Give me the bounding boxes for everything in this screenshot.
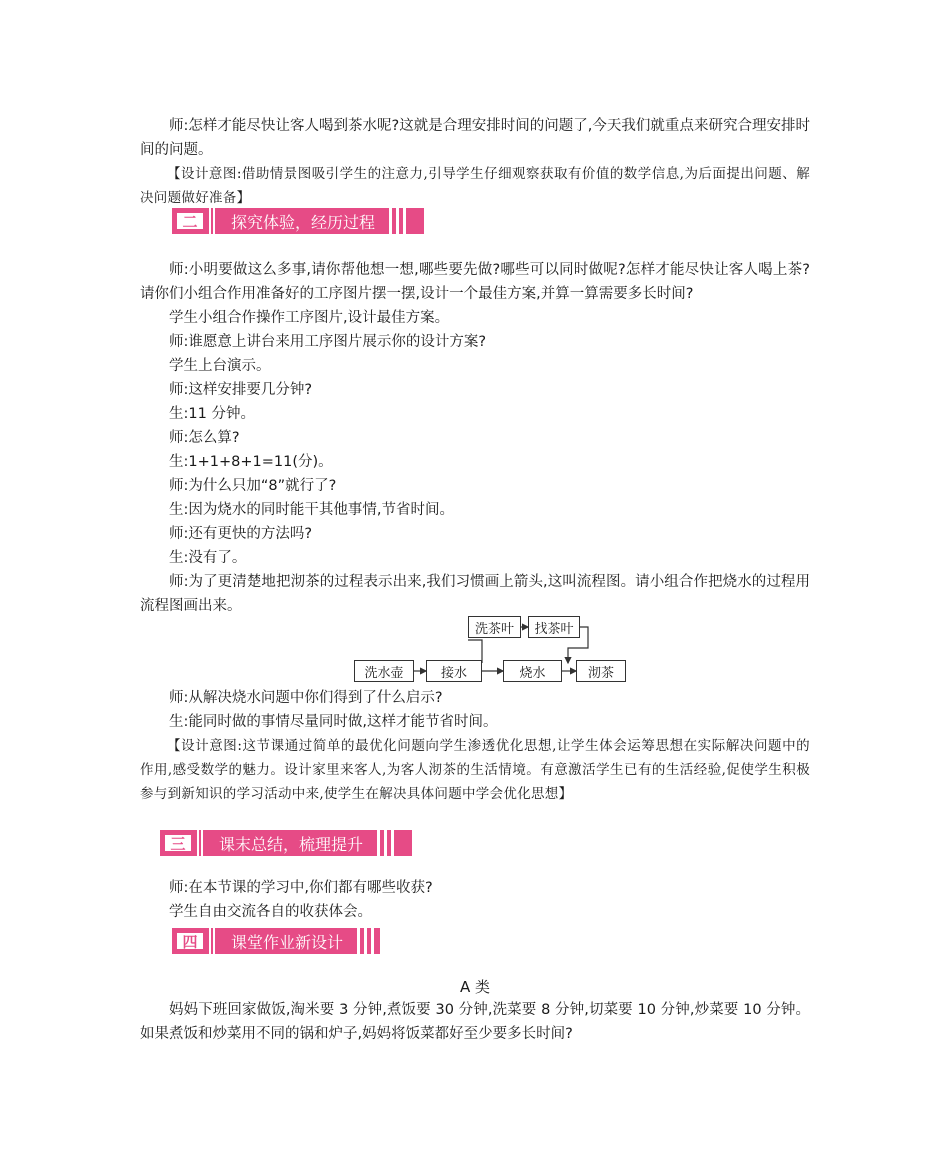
paragraph: 生:没有了。: [169, 550, 247, 566]
paragraph: 学生小组合作操作工序图片,设计最佳方案。: [169, 310, 450, 326]
paragraph: 师:在本节课的学习中,你们都有哪些收获?: [169, 880, 433, 896]
section-title: 课末总结，梳理提升: [219, 834, 364, 854]
paragraph-intro: 师:怎样才能尽快让客人喝到茶水呢?这就是合理安排时间的问题了,今天我们就重点来研究合理安排时间的问题。: [140, 118, 810, 158]
design-intent-2: 【设计意图:这节课通过简单的最优化问题向学生渗透优化思想,让学生体会运筹思想在实际解决问题中的作用,感受数学的魅力。设计家里来客人,为客人沏茶的生活情境。有意激活学生已有的生活经验,促使学生积极参与到新知识的学习活动中来,使学生在解决具体问题中学会优化思想】: [140, 738, 810, 802]
section-title: 探究体验，经历过程: [231, 212, 376, 232]
flow-step-boil-water: 烧水: [503, 660, 562, 682]
paragraph: 生:能同时做的事情尽量同时做,这样才能节省时间。: [169, 714, 498, 730]
section-banner-4: [172, 928, 380, 954]
paragraph: 师:谁愿意上讲台来用工序图片展示你的设计方案?: [169, 334, 487, 350]
flow-step-fetch-water: 接水: [426, 660, 482, 682]
paragraph: 学生自由交流各自的收获体会。: [169, 904, 372, 920]
paragraph: 生:11 分钟。: [169, 406, 255, 422]
category-heading: A 类: [459, 978, 491, 996]
paragraph: 生:因为烧水的同时能干其他事情,节省时间。: [169, 502, 454, 518]
paragraph-flowchart-intro: 师:为了更清楚地把沏茶的过程表示出来,我们习惯画上箭头,这叫流程图。请小组合作把烧水的过程用流程图画出来。: [140, 574, 810, 614]
section-banner-3: [160, 830, 412, 856]
banner-tail-stripes: [373, 830, 394, 856]
section-number: 三: [163, 833, 193, 853]
flow-step-find-tea: 找茶叶: [528, 616, 580, 638]
paragraph: 师:为什么只加“8”就行了?: [169, 478, 337, 494]
paragraph: 学生上台演示。: [169, 358, 271, 374]
banner-tail-stripes: [385, 208, 406, 234]
section-number: 四: [175, 931, 205, 951]
banner-stripes: [209, 928, 217, 954]
paragraph: 师:怎么算?: [169, 430, 240, 446]
banner-tail-stripes: [353, 928, 374, 954]
paragraph: 生:1+1+8+1=11(分)。: [169, 454, 333, 470]
section-title: 课堂作业新设计: [231, 932, 344, 952]
design-intent-1: 【设计意图:借助情景图吸引学生的注意力,引导学生仔细观察获取有价值的数学信息,为后面提出问题、解决问题做好准备】: [140, 166, 810, 206]
paragraph: 师:从解决烧水问题中你们得到了什么启示?: [169, 690, 443, 706]
paragraph-exercise: 妈妈下班回家做饭,淘米要 3 分钟,煮饭要 30 分钟,洗菜要 8 分钟,切菜要 10 分钟,炒菜要 10 分钟。如果煮饭和炒菜用不同的锅和炉子,妈妈将饭菜都好至少要多长时间?: [140, 1002, 810, 1042]
paragraph: 师:还有更快的方法吗?: [169, 526, 313, 542]
banner-stripes: [209, 208, 217, 234]
flow-step-make-tea: 沏茶: [576, 660, 626, 682]
flow-step-wash-kettle: 洗水壶: [354, 660, 414, 682]
section-banner-2: [172, 208, 424, 234]
paragraph: 师:这样安排要几分钟?: [169, 382, 313, 398]
banner-stripes: [197, 830, 205, 856]
paragraph-task: 师:小明要做这么多事,请你帮他想一想,哪些要先做?哪些可以同时做呢?怎样才能尽快让客人喝上茶?请你们小组合作用准备好的工序图片摆一摆,设计一个最佳方案,并算一算需要多长时间?: [140, 262, 810, 302]
flow-step-wash-cups: 洗茶叶: [468, 616, 521, 638]
section-number: 二: [175, 211, 205, 231]
